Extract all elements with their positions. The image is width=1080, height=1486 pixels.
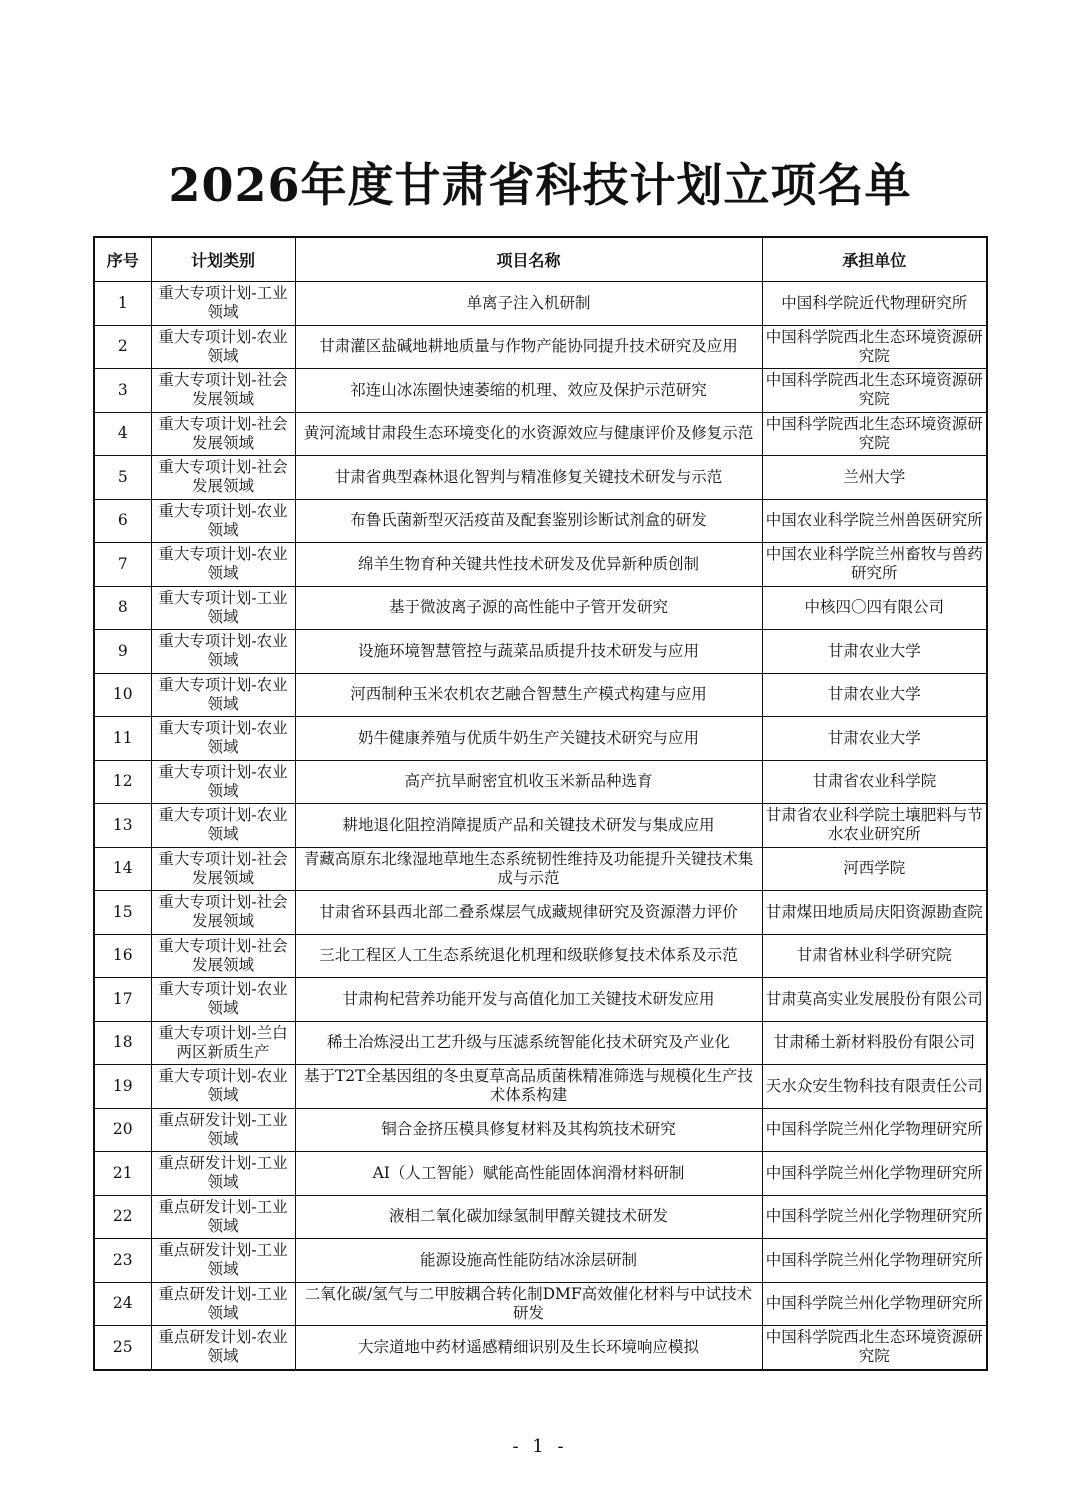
table-row [94, 847, 987, 891]
row-seq: 20 [94, 1108, 151, 1152]
row-unit: 甘肃稀土新材料股份有限公司 [762, 1021, 987, 1065]
table-row [94, 499, 987, 543]
row-category: 重大专项计划-社会发展领域 [151, 412, 295, 456]
table-row [94, 1326, 987, 1370]
row-unit: 中国科学院西北生态环境资源研究院 [762, 412, 987, 456]
table-row [94, 1021, 987, 1065]
row-seq: 16 [94, 934, 151, 978]
row-unit: 中国科学院兰州化学物理研究所 [762, 1152, 987, 1196]
row-seq: 9 [94, 630, 151, 674]
row-seq: 21 [94, 1152, 151, 1196]
table-row [94, 804, 987, 848]
row-seq: 18 [94, 1021, 151, 1065]
row-project-name: 黄河流域甘肃段生态环境变化的水资源效应与健康评价及修复示范 [295, 412, 762, 456]
row-project-name: 甘肃省环县西北部二叠系煤层气成藏规律研究及资源潜力评价 [295, 891, 762, 935]
row-seq: 5 [94, 456, 151, 500]
row-category: 重点研发计划-农业领域 [151, 1326, 295, 1370]
header-seq: 序号 [94, 237, 151, 282]
row-seq: 15 [94, 891, 151, 935]
row-seq: 8 [94, 586, 151, 630]
row-unit: 中国科学院西北生态环境资源研究院 [762, 325, 987, 369]
row-category: 重大专项计划-农业领域 [151, 499, 295, 543]
row-seq: 12 [94, 760, 151, 804]
row-project-name: 单离子注入机研制 [295, 282, 762, 326]
table-row [94, 978, 987, 1022]
row-project-name: 绵羊生物育种关键共性技术研发及优异新种质创制 [295, 543, 762, 587]
row-unit: 甘肃省林业科学研究院 [762, 934, 987, 978]
row-category: 重大专项计划-兰白两区新质生产 [151, 1021, 295, 1065]
table-row [94, 630, 987, 674]
row-project-name: 河西制种玉米农机农艺融合智慧生产模式构建与应用 [295, 673, 762, 717]
row-project-name: 青藏高原东北缘湿地草地生态系统韧性维持及功能提升关键技术集成与示范 [295, 847, 762, 891]
row-project-name: 稀土冶炼浸出工艺升级与压滤系统智能化技术研究及产业化 [295, 1021, 762, 1065]
row-seq: 13 [94, 804, 151, 848]
row-project-name: 甘肃灌区盐碱地耕地质量与作物产能协同提升技术研究及应用 [295, 325, 762, 369]
row-unit: 中国科学院兰州化学物理研究所 [762, 1108, 987, 1152]
row-category: 重点研发计划-工业领域 [151, 1152, 295, 1196]
row-seq: 19 [94, 1065, 151, 1109]
row-project-name: 耕地退化阻控消障提质产品和关键技术研发与集成应用 [295, 804, 762, 848]
table-row [94, 369, 987, 413]
row-category: 重点研发计划-工业领域 [151, 1108, 295, 1152]
row-category: 重大专项计划-农业领域 [151, 804, 295, 848]
row-category: 重点研发计划-工业领域 [151, 1239, 295, 1283]
row-project-name: 三北工程区人工生态系统退化机理和级联修复技术体系及示范 [295, 934, 762, 978]
row-category: 重大专项计划-社会发展领域 [151, 369, 295, 413]
row-unit: 甘肃省农业科学院土壤肥料与节水农业研究所 [762, 804, 987, 848]
row-seq: 3 [94, 369, 151, 413]
table-row [94, 717, 987, 761]
table-row [94, 586, 987, 630]
row-project-name: 大宗道地中药材遥感精细识别及生长环境响应模拟 [295, 1326, 762, 1370]
row-category: 重大专项计划-农业领域 [151, 717, 295, 761]
row-category: 重点研发计划-工业领域 [151, 1282, 295, 1326]
row-category: 重大专项计划-社会发展领域 [151, 847, 295, 891]
row-seq: 17 [94, 978, 151, 1022]
table-row [94, 282, 987, 326]
table-row [94, 456, 987, 500]
row-category: 重大专项计划-社会发展领域 [151, 891, 295, 935]
row-seq: 23 [94, 1239, 151, 1283]
row-project-name: 能源设施高性能防结冰涂层研制 [295, 1239, 762, 1283]
table-row [94, 1152, 987, 1196]
row-seq: 14 [94, 847, 151, 891]
row-category: 重大专项计划-农业领域 [151, 978, 295, 1022]
row-unit: 甘肃莫高实业发展股份有限公司 [762, 978, 987, 1022]
project-list-table [93, 236, 988, 1371]
table-row [94, 1065, 987, 1109]
document-title: 2026年度甘肃省科技计划立项名单 [168, 158, 912, 212]
row-category: 重大专项计划-工业领域 [151, 282, 295, 326]
row-seq: 22 [94, 1195, 151, 1239]
row-unit: 甘肃省农业科学院 [762, 760, 987, 804]
row-project-name: 高产抗旱耐密宜机收玉米新品种选育 [295, 760, 762, 804]
row-category: 重大专项计划-农业领域 [151, 630, 295, 674]
row-unit: 甘肃煤田地质局庆阳资源勘查院 [762, 891, 987, 935]
row-project-name: 液相二氧化碳加绿氢制甲醇关键技术研发 [295, 1195, 762, 1239]
row-project-name: 甘肃枸杞营养功能开发与高值化加工关键技术研发应用 [295, 978, 762, 1022]
row-unit: 中国科学院近代物理研究所 [762, 282, 987, 326]
page-number: - 1 - [512, 1436, 568, 1457]
row-category: 重大专项计划-农业领域 [151, 543, 295, 587]
row-seq: 1 [94, 282, 151, 326]
header-category: 计划类别 [151, 237, 295, 282]
row-category: 重点研发计划-工业领域 [151, 1195, 295, 1239]
row-project-name: 设施环境智慧管控与蔬菜品质提升技术研发与应用 [295, 630, 762, 674]
row-project-name: 甘肃省典型森林退化智判与精准修复关键技术研发与示范 [295, 456, 762, 500]
row-seq: 25 [94, 1326, 151, 1370]
row-unit: 甘肃农业大学 [762, 673, 987, 717]
table-row [94, 1195, 987, 1239]
table-row [94, 1239, 987, 1283]
table-row [94, 1282, 987, 1326]
table-row [94, 891, 987, 935]
row-seq: 11 [94, 717, 151, 761]
row-seq: 24 [94, 1282, 151, 1326]
row-unit: 河西学院 [762, 847, 987, 891]
row-category: 重大专项计划-社会发展领域 [151, 456, 295, 500]
row-project-name: 基于T2T全基因组的冬虫夏草高品质菌株精准筛选与规模化生产技术体系构建 [295, 1065, 762, 1109]
row-project-name: 布鲁氏菌新型灭活疫苗及配套鉴别诊断试剂盒的研发 [295, 499, 762, 543]
row-unit: 天水众安生物科技有限责任公司 [762, 1065, 987, 1109]
row-seq: 10 [94, 673, 151, 717]
table-row [94, 673, 987, 717]
row-unit: 中国科学院兰州化学物理研究所 [762, 1282, 987, 1326]
table-row [94, 760, 987, 804]
row-project-name: 祁连山冰冻圈快速萎缩的机理、效应及保护示范研究 [295, 369, 762, 413]
row-unit: 中国科学院兰州化学物理研究所 [762, 1195, 987, 1239]
row-unit: 甘肃农业大学 [762, 717, 987, 761]
table-row [94, 325, 987, 369]
row-unit: 甘肃农业大学 [762, 630, 987, 674]
row-unit: 中国科学院西北生态环境资源研究院 [762, 1326, 987, 1370]
row-category: 重大专项计划-工业领域 [151, 586, 295, 630]
header-project: 项目名称 [295, 237, 762, 282]
row-category: 重大专项计划-农业领域 [151, 673, 295, 717]
table-body [94, 282, 987, 1370]
row-project-name: AI（人工智能）赋能高性能固体润滑材料研制 [295, 1152, 762, 1196]
table-row [94, 1108, 987, 1152]
row-project-name: 奶牛健康养殖与优质牛奶生产关键技术研究与应用 [295, 717, 762, 761]
row-unit: 中国科学院西北生态环境资源研究院 [762, 369, 987, 413]
row-project-name: 二氧化碳/氢气与二甲胺耦合转化制DMF高效催化材料与中试技术研发 [295, 1282, 762, 1326]
row-category: 重大专项计划-农业领域 [151, 325, 295, 369]
row-unit: 兰州大学 [762, 456, 987, 500]
table-row [94, 934, 987, 978]
row-unit: 中核四〇四有限公司 [762, 586, 987, 630]
row-unit: 中国农业科学院兰州兽医研究所 [762, 499, 987, 543]
row-category: 重大专项计划-农业领域 [151, 1065, 295, 1109]
row-unit: 中国科学院兰州化学物理研究所 [762, 1239, 987, 1283]
row-seq: 7 [94, 543, 151, 587]
row-seq: 2 [94, 325, 151, 369]
row-category: 重大专项计划-社会发展领域 [151, 934, 295, 978]
row-seq: 6 [94, 499, 151, 543]
row-seq: 4 [94, 412, 151, 456]
row-project-name: 基于微波离子源的高性能中子管开发研究 [295, 586, 762, 630]
table-row [94, 543, 987, 587]
header-unit: 承担单位 [762, 237, 987, 282]
row-unit: 中国农业科学院兰州畜牧与兽药研究所 [762, 543, 987, 587]
row-category: 重大专项计划-农业领域 [151, 760, 295, 804]
table-header-row [94, 237, 987, 282]
table-row [94, 412, 987, 456]
row-project-name: 铜合金挤压模具修复材料及其构筑技术研究 [295, 1108, 762, 1152]
